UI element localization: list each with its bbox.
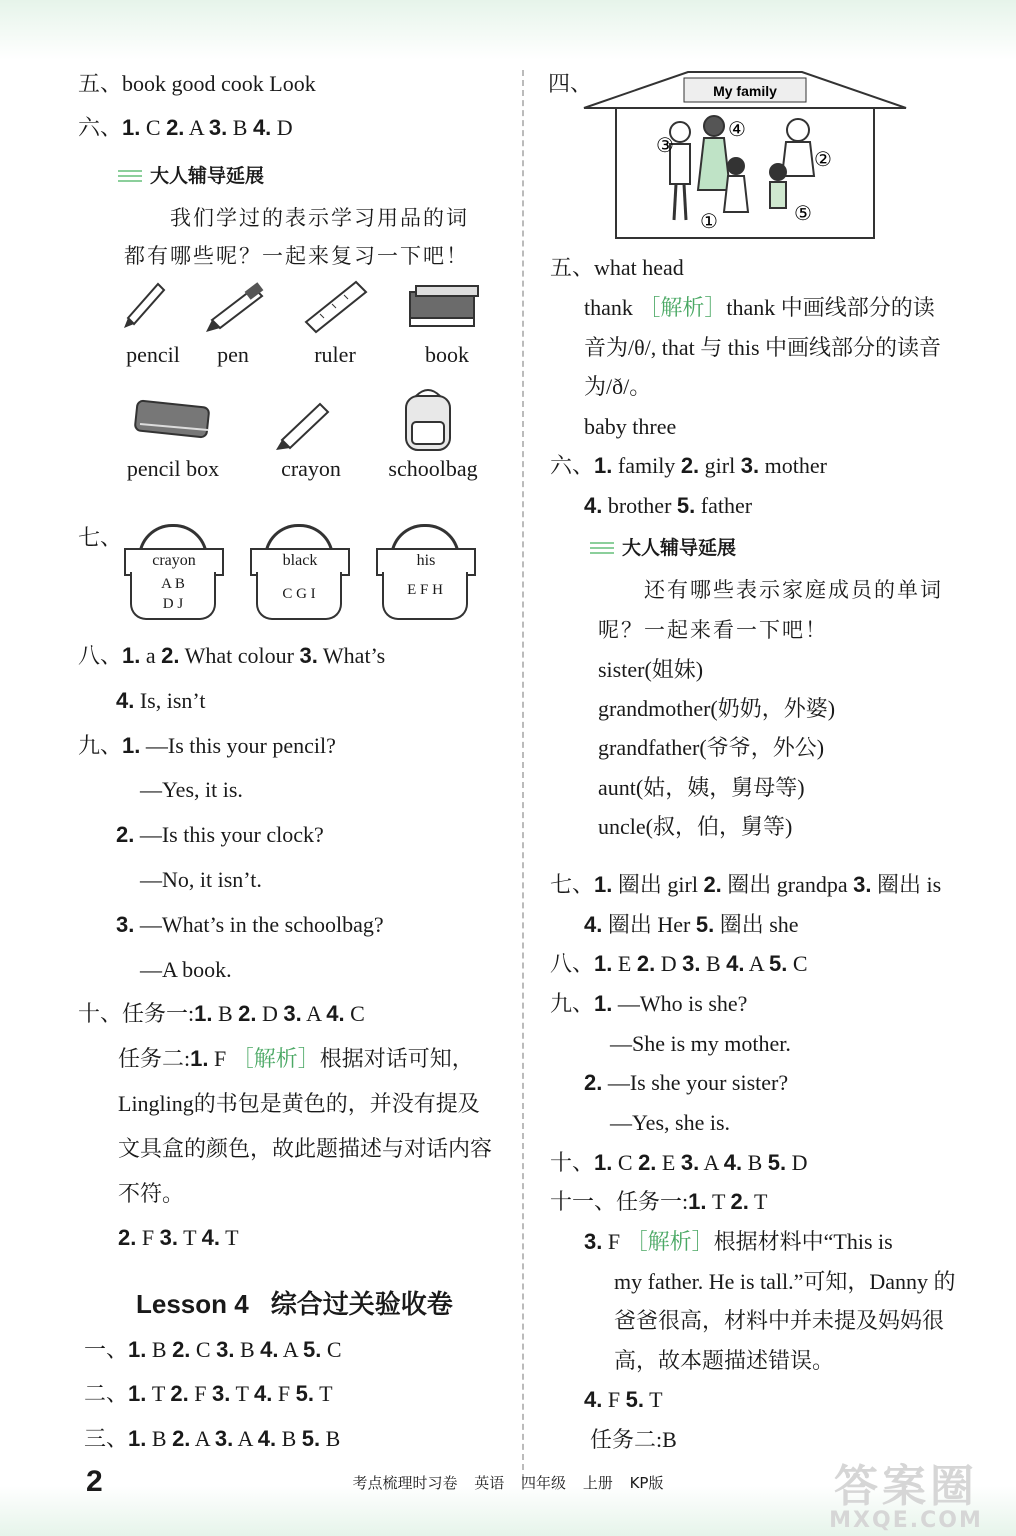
supply-word-schoolbag: schoolbag — [388, 456, 478, 481]
answer-text: T — [748, 1189, 768, 1214]
answer-11-task2: 任务二:B — [590, 1427, 677, 1452]
answer-9-2 — [116, 821, 324, 849]
question-number: 3. — [212, 1381, 231, 1406]
answer-text: B — [276, 1426, 302, 1451]
book-icon — [410, 286, 478, 326]
answer-9-1-reply: —Yes, it is. — [140, 777, 243, 802]
lesson4-section-1 — [84, 1336, 342, 1364]
answer-11-rest — [584, 1386, 663, 1414]
house-number-1: ① — [700, 209, 718, 233]
answer-section-4-label: 四、 — [548, 71, 593, 96]
house-number-5: ⑤ — [794, 201, 812, 225]
answer-section-10-right — [550, 1149, 808, 1177]
question-number: 1. — [594, 453, 613, 478]
question-number: 2. — [172, 1426, 191, 1451]
crayon-icon — [276, 404, 328, 450]
answer-text: 三、 — [84, 1426, 129, 1451]
question-number: 5. — [676, 493, 696, 518]
answer-7-line2 — [584, 911, 799, 939]
answer-section-10 — [78, 1000, 365, 1028]
question-number: 1. — [594, 1150, 613, 1175]
answer-text: 九、 — [78, 733, 123, 758]
extension-heading-right: 大人辅导延展 — [590, 534, 736, 562]
answer-text: a — [140, 643, 162, 668]
extension-heading: 大人辅导延展 — [118, 162, 264, 190]
answer-11-3: 3. F ［解析］根据材料中“This is — [584, 1229, 893, 1254]
answer-text: T — [230, 1381, 255, 1406]
answer-5-explanation: thank ［解析］thank 中画线部分的读 — [584, 295, 935, 320]
answer-text: C — [787, 951, 808, 976]
answer-section-7-label: 七、 — [78, 525, 123, 550]
supplies-icons-row2 — [120, 388, 500, 456]
family-word-uncle: uncle(叔，伯，舅等) — [598, 814, 793, 839]
page-number: 2 — [86, 1465, 103, 1498]
question-number: 3. — [853, 872, 872, 897]
question-number: 2. — [166, 115, 185, 140]
answer-text: D — [655, 951, 683, 976]
ruler-icon — [306, 282, 366, 332]
question-number: 2. — [638, 1150, 657, 1175]
basket-3: his E F H — [376, 524, 472, 616]
answer-11-explanation-1: my father. He is tall.”可知，Danny 的 — [614, 1269, 956, 1294]
answer-9-2-reply-right: —Yes, she is. — [610, 1110, 731, 1135]
answer-text: A — [301, 1001, 327, 1026]
answer-5-explanation-3: 为/ð/。 — [584, 374, 652, 399]
supply-word-ruler: ruler — [314, 342, 356, 367]
family-house-illustration — [580, 70, 910, 242]
answer-text: C — [321, 1337, 342, 1362]
answer-text: —Is this your clock? — [134, 822, 324, 847]
question-number: 5. — [302, 1337, 322, 1362]
pencil-icon — [124, 284, 164, 328]
answer-section-5: 五、book good cook Look — [78, 71, 316, 96]
answer-text: 圈出 Her — [602, 912, 696, 937]
question-number: 4. — [723, 1150, 743, 1175]
answer-section-8 — [78, 642, 385, 670]
answer-text: T — [643, 1387, 663, 1412]
question-number: 5. — [301, 1426, 321, 1451]
answer-text: B — [212, 1001, 239, 1026]
answer-text: A — [278, 1337, 303, 1362]
question-number: 5. — [767, 1150, 787, 1175]
answer-text: T — [706, 1189, 731, 1214]
answer-10-rest — [118, 1224, 239, 1252]
question-number: 2. — [116, 822, 135, 847]
answer-text: 八、 — [550, 951, 595, 976]
answer-text: B — [227, 115, 253, 140]
house-title: My family — [713, 83, 777, 99]
answer-text: father — [695, 493, 753, 518]
question-number: 3. — [299, 643, 318, 668]
family-member-grandma — [782, 119, 814, 176]
question-number: 2. — [680, 453, 700, 478]
extension-right-text-1: 还有哪些表示家庭成员的单词 — [644, 578, 943, 602]
question-number: 1. — [594, 872, 613, 897]
answer-text: B — [320, 1426, 341, 1451]
answer-text: —Is this your pencil? — [140, 733, 336, 758]
question-number: 5. — [768, 951, 788, 976]
watermark-logo: 答案圈 MXQE.COM — [829, 1461, 983, 1533]
answer-text: 圈出 she — [714, 912, 799, 937]
question-number: 4. — [252, 115, 272, 140]
family-word-sister: sister(姐妹) — [598, 657, 704, 682]
question-number: 3. — [283, 1001, 302, 1026]
answer-text: A — [190, 1426, 215, 1451]
answer-text: 七、 — [550, 872, 595, 897]
answer-text: F — [602, 1387, 626, 1412]
question-number: 2. — [703, 872, 722, 897]
answer-text: A — [699, 1150, 724, 1175]
question-number: 3. — [214, 1426, 234, 1451]
explanation-line-1: Lingling的书包是黄色的，并没有提及 — [118, 1091, 480, 1116]
question-number: 4. — [254, 1381, 273, 1406]
answer-text: A — [744, 951, 769, 976]
top-decoration — [0, 0, 1016, 60]
answer-text: B — [742, 1150, 768, 1175]
question-number: 1. — [128, 1426, 147, 1451]
answer-text: 圈出 grandpa — [721, 872, 854, 897]
heading-marker-icon — [118, 170, 142, 184]
answer-text: T — [146, 1381, 171, 1406]
answer-text: F — [188, 1381, 213, 1406]
question-number: 2. — [118, 1225, 137, 1250]
extension-text-2: 都有哪些呢？一起来复习一下吧！ — [124, 244, 469, 268]
answer-section-8-right — [550, 950, 808, 978]
explanation-line-3: 不符。 — [118, 1181, 185, 1206]
footer-text: 考点梳理时习卷 英语 四年级 上册 KP版 — [352, 1474, 664, 1492]
answer-text: brother — [602, 493, 677, 518]
answer-9-1-reply-right: —She is my mother. — [610, 1031, 791, 1056]
house-number-4: ④ — [728, 117, 746, 141]
answer-text: C — [612, 1150, 639, 1175]
question-number: 3. — [159, 1225, 178, 1250]
question-number: 3. — [216, 1337, 235, 1362]
question-number: 1. — [688, 1189, 707, 1214]
answer-text: T — [177, 1225, 202, 1250]
answer-text: —Who is she? — [612, 991, 748, 1016]
answer-section-6-right — [550, 452, 827, 480]
family-member-boy — [769, 163, 787, 208]
question-number: 3. — [740, 453, 760, 478]
supply-word-pen: pen — [217, 342, 249, 367]
answer-9-3 — [116, 911, 384, 939]
question-number: 2. — [636, 951, 656, 976]
answer-text: F — [272, 1381, 296, 1406]
pencil-box-icon — [135, 400, 210, 437]
answer-text: 十一、任务一: — [550, 1189, 689, 1214]
answer-text: mother — [759, 453, 827, 478]
question-number: 1. — [122, 643, 141, 668]
question-number: 2. — [238, 1001, 257, 1026]
question-number: 1. — [128, 1337, 147, 1362]
question-number: 4. — [116, 688, 135, 713]
answer-text: F — [136, 1225, 160, 1250]
question-number: 4. — [584, 1387, 603, 1412]
heading-marker-icon — [590, 542, 614, 556]
answer-6-line2 — [584, 492, 752, 520]
answer-text: 圈出 girl — [612, 872, 704, 897]
answer-section-6 — [78, 114, 293, 142]
answer-text: 一、 — [84, 1337, 129, 1362]
extension-text-1: 我们学过的表示学习用品的词 — [170, 206, 469, 230]
question-number: 2. — [172, 1337, 191, 1362]
answer-text: 九、 — [550, 991, 595, 1016]
supply-word-crayon: crayon — [281, 456, 341, 481]
supply-word-pencil: pencil — [126, 342, 180, 367]
question-number: 2. — [170, 1381, 189, 1406]
question-number: 1. — [122, 733, 141, 758]
answer-section-9-right — [550, 990, 747, 1018]
answer-11-explanation-3: 高，故本题描述错误。 — [614, 1348, 835, 1373]
answer-9-3-reply: —A book. — [140, 957, 232, 982]
answer-text: C — [140, 115, 167, 140]
lesson-title: Lesson 4 综合过关验收卷 — [136, 1289, 453, 1320]
answer-text: 二、 — [84, 1381, 129, 1406]
question-number: 3. — [682, 951, 701, 976]
answer-text: —What’s in the schoolbag? — [134, 912, 384, 937]
question-number: 3. — [208, 115, 228, 140]
question-number: 2. — [730, 1189, 749, 1214]
answer-text: A — [233, 1426, 258, 1451]
question-number: 3. — [116, 912, 135, 937]
answer-text: D — [786, 1150, 808, 1175]
answer-text: 六、 — [78, 115, 123, 140]
answer-11-explanation-2: 爸爸很高，材料中并未提及妈妈很 — [614, 1308, 945, 1333]
answer-text: E — [656, 1150, 681, 1175]
family-word-aunt: aunt(姑，姨，舅母等) — [598, 775, 805, 800]
extension-right-text-2: 呢？一起来看一下吧！ — [598, 618, 828, 642]
answer-text: 圈出 is — [871, 872, 942, 897]
question-number: 5. — [295, 1381, 315, 1406]
answer-text: What’s — [317, 643, 386, 668]
answer-text: B — [146, 1337, 173, 1362]
answer-section-7-right — [550, 871, 941, 899]
lesson4-section-3 — [84, 1425, 340, 1453]
lesson4-section-2 — [84, 1380, 333, 1408]
question-number: 1. — [594, 951, 613, 976]
pen-icon — [206, 282, 263, 332]
answer-5-explanation-2: 音为/θ/, that 与 this 中画线部分的读音 — [584, 335, 942, 360]
answer-9-2-right — [584, 1069, 788, 1097]
answer-text: girl — [699, 453, 741, 478]
answer-text: family — [612, 453, 681, 478]
question-number: 4. — [726, 951, 745, 976]
supplies-icons-row1 — [120, 278, 500, 338]
answer-section-5-right: 五、what head — [550, 255, 684, 280]
explanation-line-2: 文具盒的颜色，故此题描述与对话内容 — [118, 1136, 493, 1161]
question-number: 4. — [584, 493, 603, 518]
question-number: 4. — [201, 1225, 220, 1250]
house-number-2: ② — [814, 147, 832, 171]
answer-text: 八、 — [78, 643, 123, 668]
answer-text: 六、 — [550, 453, 595, 478]
answer-section-8-line2 — [116, 687, 205, 715]
question-number: 1. — [122, 115, 141, 140]
answer-text: C — [344, 1001, 365, 1026]
question-number: 4. — [584, 912, 603, 937]
question-number: 3. — [680, 1150, 700, 1175]
family-word-grandfather: grandfather(爷爷，外公) — [598, 735, 825, 760]
question-number: 2. — [161, 643, 180, 668]
answer-text: What colour — [179, 643, 300, 668]
answer-text: E — [612, 951, 637, 976]
schoolbag-icon — [406, 390, 450, 450]
answer-text: B — [234, 1337, 261, 1362]
answer-section-11 — [550, 1188, 767, 1216]
family-word-grandmother: grandmother(奶奶，外婆) — [598, 696, 836, 721]
supply-word-book: book — [425, 342, 469, 367]
answer-text: A — [184, 115, 209, 140]
basket-2: black C G I — [250, 524, 346, 616]
answer-text: —Is she your sister? — [602, 1070, 789, 1095]
question-number: 2. — [584, 1070, 603, 1095]
answer-text: D — [271, 115, 293, 140]
answer-text: T — [219, 1225, 239, 1250]
question-number: 4. — [257, 1426, 277, 1451]
answer-text: C — [190, 1337, 217, 1362]
question-number: 4. — [326, 1001, 345, 1026]
answer-text: 十、任务一: — [78, 1001, 195, 1026]
question-number: 5. — [625, 1387, 644, 1412]
answer-10-task2: 任务二:1. F ［解析］根据对话可知， — [118, 1046, 474, 1071]
answer-text: Is, isn’t — [134, 688, 206, 713]
family-member-girl — [724, 157, 748, 212]
answer-text: D — [256, 1001, 284, 1026]
answer-text: T — [314, 1381, 333, 1406]
basket-1: crayon A B D J — [124, 524, 220, 616]
question-number: 4. — [260, 1337, 279, 1362]
question-number: 1. — [194, 1001, 213, 1026]
answer-5-words: baby three — [584, 414, 677, 439]
question-number: 1. — [594, 991, 613, 1016]
column-divider — [522, 70, 524, 1480]
answer-text: B — [700, 951, 727, 976]
answer-9-2-reply: —No, it isn’t. — [140, 867, 262, 892]
question-number: 5. — [695, 912, 715, 937]
answer-section-9 — [78, 732, 336, 760]
answer-text: 十、 — [550, 1150, 595, 1175]
supply-word-pencil-box: pencil box — [126, 456, 220, 481]
house-number-3: ③ — [656, 133, 674, 157]
question-number: 1. — [128, 1381, 147, 1406]
answer-text: B — [146, 1426, 173, 1451]
